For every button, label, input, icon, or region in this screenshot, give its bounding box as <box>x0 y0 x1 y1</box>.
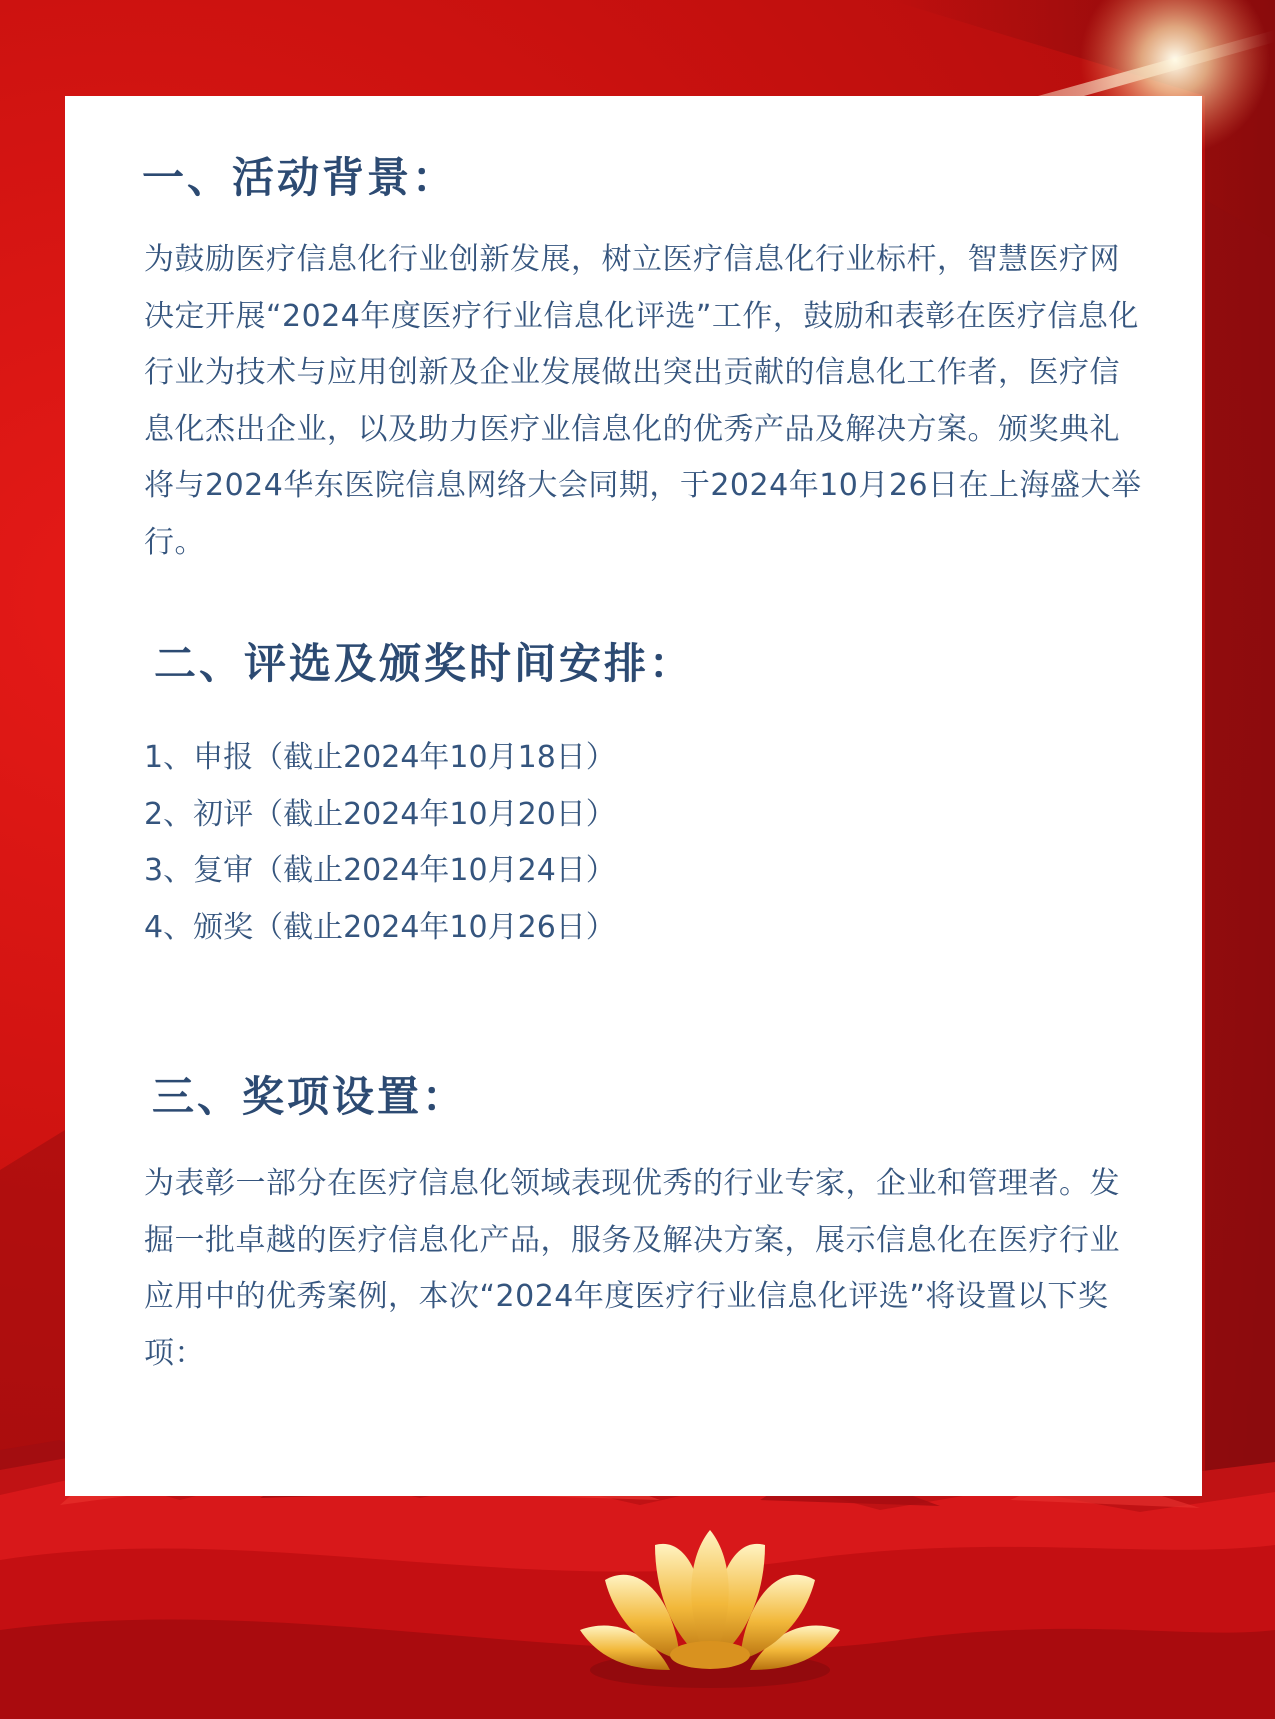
section1-body: 为鼓励医疗信息化行业创新发展，树立医疗信息化行业标杆，智慧医疗网决定开展“2024年度医疗行业信息化评选”工作，鼓励和表彰在医疗信息化行业为技术与应用创新及企业发展做出突出贡献的信息化工作者，医疗信息化杰出企业，以及助力医疗业信息化的优秀产品及解决方案。颁奖典礼将与2024华东医院信息网络大会同期，于2024年10月26日在上海盛大举行。 <box>144 242 1142 560</box>
schedule-list <box>144 730 616 956</box>
section1-heading: 一、活动背景： <box>142 153 458 202</box>
golden-flower-decoration <box>560 1520 860 1690</box>
schedule-item: 4、颁奖（截止2024年10月26日） <box>144 909 616 945</box>
right-edge-shadow <box>1205 200 1275 1500</box>
section3-body: 为表彰一部分在医疗信息化领域表现优秀的行业专家，企业和管理者。发掘一批卓越的医疗信息化产品，服务及解决方案，展示信息化在医疗行业应用中的优秀案例，本次“2024年度医疗行业信息化评选”将设置以下奖项： <box>144 1166 1120 1371</box>
section2-heading: 二、评选及颁奖时间安排： <box>154 639 695 688</box>
schedule-item: 2、初评（截止2024年10月20日） <box>144 796 616 832</box>
schedule-item: 3、复审（截止2024年10月24日） <box>144 853 616 888</box>
schedule-item: 1、申报（截止2024年10月18日） <box>144 740 616 775</box>
section3-heading: 三、奖项设置： <box>152 1072 468 1121</box>
